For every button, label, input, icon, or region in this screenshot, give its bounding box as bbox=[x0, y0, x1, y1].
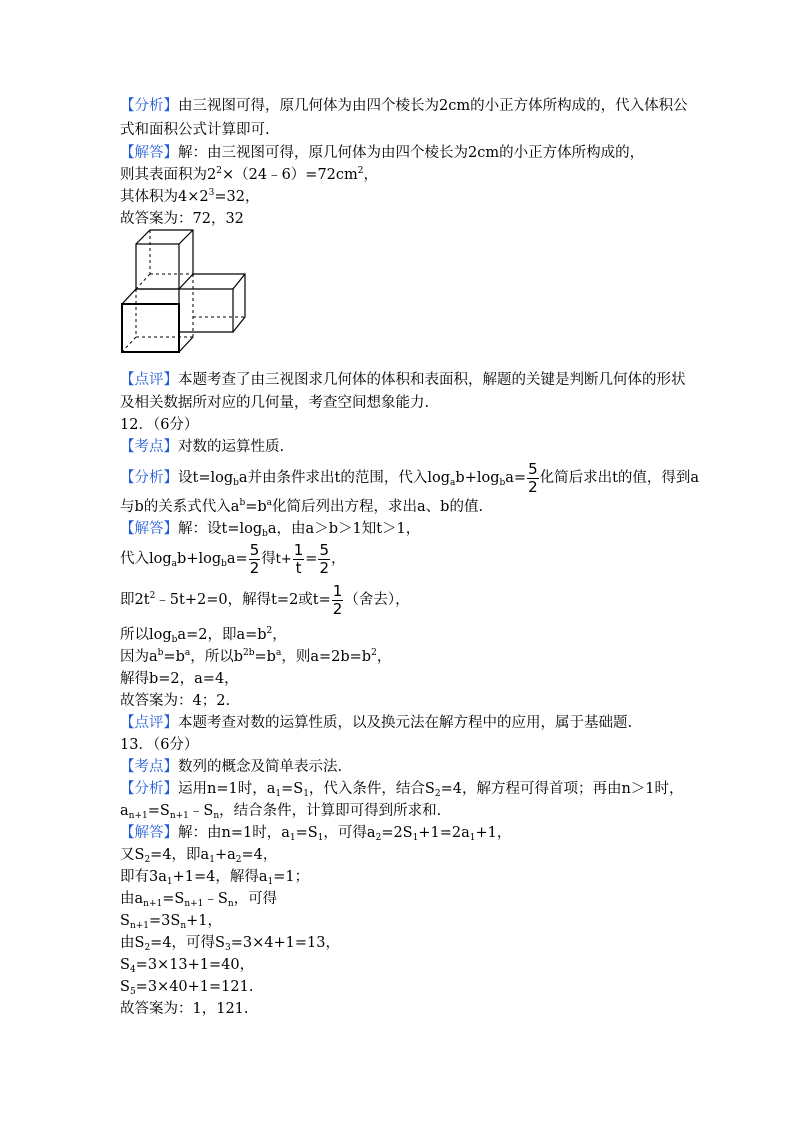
q13-line4: 由$a_{n+1}=S_{n+1}﹣S_n$，可得 bbox=[120, 891, 278, 909]
q11-volume-line: 其体积为$4\times 2^3=32$， bbox=[120, 188, 260, 205]
q12-solve: 解得b=2，a=4， bbox=[120, 671, 239, 687]
answer-tag: 【解答】 bbox=[120, 145, 178, 161]
fraction-5-2: $\frac{5}{2}$ bbox=[528, 459, 538, 496]
q11-analysis-line1: 【分析】由三视图可得，原几何体为由四个棱长为2cm的小正方体所构成的，代入体积公 bbox=[120, 98, 688, 114]
front-cube bbox=[122, 304, 179, 352]
q13-analysis-line1: 【分析】运用n=1时，$a_1=S_1$，代入条件，结合$S_2=4$，解方程可得首项；再由n＞1时， bbox=[120, 781, 684, 799]
q12-substitute-line: 代入$\log_ab+\log_ba=$ $\frac{5}{2}$ 得t+ $\frac{1}{t}$ = $\frac{5}{2}$ ， bbox=[120, 540, 346, 577]
q12-answer-line1: 【解答】解：设$t=\log_ba$，由a＞b＞1知t＞1， bbox=[120, 521, 421, 539]
top-cube-front bbox=[136, 244, 179, 289]
q12-comment: 【点评】本题考查对数的运算性质，以及换元法在解方程中的应用，属于基础题. bbox=[120, 715, 633, 731]
q12-analysis-line2: 与b的关系式代入$a^b=b^a$化简后列出方程，求出a、b的值. bbox=[120, 498, 484, 515]
hidden-edges bbox=[122, 230, 245, 352]
q12-quadratic-line: 即$2t^2﹣5t+2=0$，解得t=2或t= $\frac{1}{2}$ （舍去）， bbox=[120, 581, 410, 618]
cube-figure bbox=[120, 224, 255, 356]
q11-analysis-line2: 式和面积公式计算即可. bbox=[120, 122, 270, 138]
q13-point: 【考点】数列的概念及简单表示法. bbox=[120, 759, 343, 775]
q13-line3: 即有$3a_1+1=4$，解得$a_1=1$； bbox=[120, 869, 310, 887]
q11-comment-line1: 【点评】本题考查了由三视图求几何体的体积和表面积，解题的关键是判断几何体的形状 bbox=[120, 372, 686, 388]
q13-analysis-line2: $a_{n+1}=S_{n+1}﹣S_n$，结合条件，计算即可得到所求和. bbox=[120, 803, 442, 821]
q11-result: 故答案为：72，32 bbox=[120, 211, 244, 227]
q13-answer-line1: 【解答】解：由n=1时，$a_1=S_1$，可得$a_2=2S_1+1=2a_1+1$， bbox=[120, 825, 512, 843]
comment-tag: 【点评】 bbox=[120, 372, 178, 388]
q11-comment-line2: 及相关数据所对应的几何量，考查空间想象能力. bbox=[120, 395, 430, 411]
q12-result: 故答案为：4；2. bbox=[120, 693, 231, 709]
q13-number: 13．（6分） bbox=[120, 737, 199, 753]
q12-so-line: 所以$\log_ba=2$，即$a=b^2$， bbox=[120, 626, 287, 645]
q12-number: 12．（6分） bbox=[120, 417, 199, 433]
q13-result: 故答案为：1，121. bbox=[120, 1001, 249, 1017]
q13-line5: $S_{n+1}=3S_n+1$， bbox=[120, 913, 222, 931]
q11-area-line: 则其表面积为$2^2\times(24﹣6)=72cm^2$， bbox=[120, 166, 378, 183]
q13-line8: $S_5=3\times 40+1=121$. bbox=[120, 979, 254, 997]
q12-because-line: 因为$a^b=b^a$，所以$b^{2b}=b^a$，则$a=2b=b^2$， bbox=[120, 648, 392, 665]
q12-analysis-line1: 【分析】设$t=\log_ba$并由条件求出t的范围，代入$\log_ab+\log_ba=$ $\frac{5}{2}$ 化简后求出t的值，得到a bbox=[120, 459, 700, 496]
q13-line7: $S_4=3\times 13+1=40$， bbox=[120, 957, 255, 975]
analysis-tag: 【分析】 bbox=[120, 98, 178, 114]
q12-point: 【考点】对数的运算性质. bbox=[120, 439, 285, 455]
q13-line2: 又$S_2=4$，即$a_1+a_2=4$， bbox=[120, 847, 278, 865]
fraction-1-2: $\frac{1}{2}$ bbox=[332, 581, 343, 618]
q13-line6: 由$S_2=4$，可得$S_3=3\times 4+1=13$， bbox=[120, 935, 340, 953]
fraction-5-2: $\frac{5}{2}$ bbox=[249, 540, 260, 577]
q11-answer-line1: 【解答】解：由三视图可得，原几何体为由四个棱长为2cm的小正方体所构成的， bbox=[120, 145, 645, 161]
fraction-1-t: $\frac{1}{t}$ bbox=[293, 540, 304, 577]
fraction-5-2: $\frac{5}{2}$ bbox=[319, 540, 329, 577]
